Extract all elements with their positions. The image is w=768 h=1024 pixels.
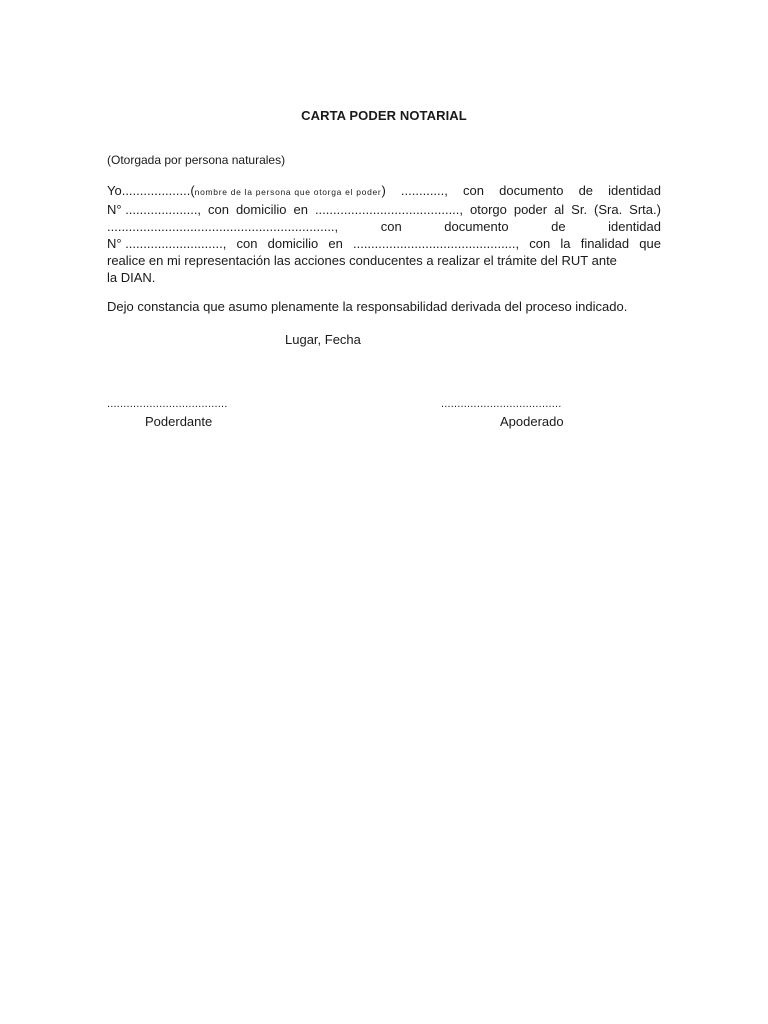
paragraph-line-6: la DIAN. [107, 270, 156, 285]
line1-word: documento [499, 183, 564, 198]
line2-word: Sr. [571, 202, 588, 217]
place-date-label: Lugar, Fecha [285, 332, 361, 347]
line3-word: ..............................................................., [107, 219, 339, 234]
yo-text: Yo...................( [107, 183, 195, 198]
grantor-signature-line: ..................................... [107, 398, 228, 410]
line2-word: al [554, 202, 565, 217]
line1-word: identidad [608, 183, 661, 198]
attorney-signature-label: Apoderado [500, 414, 564, 429]
close-paren: ) [381, 183, 386, 198]
line3-word: de [551, 219, 566, 234]
paragraph-line-1 [107, 182, 661, 201]
line1-dots: ............, [400, 183, 448, 198]
line4-word: la [560, 236, 571, 251]
line2-word: con [208, 202, 229, 217]
line2-word: en [293, 202, 308, 217]
document-title: CARTA PODER NOTARIAL [301, 108, 467, 123]
line4-word: finalidad [580, 236, 630, 251]
line3-word: documento [444, 219, 509, 234]
line1-word: con [463, 183, 484, 198]
line3-word: identidad [608, 219, 661, 234]
line4-word: en [328, 236, 343, 251]
body-paragraph [107, 182, 661, 286]
line4-word: domicilio [267, 236, 319, 251]
grantor-name-note: nombre de la persona que otorga el poder [194, 187, 382, 197]
grantor-signature-label: Poderdante [145, 414, 213, 429]
line1-start [107, 182, 386, 201]
paragraph-line-4 [107, 235, 661, 252]
line2-word: (Sra. [594, 202, 623, 217]
responsibility-statement: Dejo constancia que asumo plenamente la responsabilidad derivada del proceso indicado. [107, 299, 628, 314]
line4-word: con [529, 236, 551, 251]
line2-word: N° ...................., [107, 202, 202, 217]
line3-word: con [380, 219, 402, 234]
line2-word: ........................................, [314, 202, 464, 217]
paragraph-line-2 [107, 201, 661, 218]
line2-word: poder [513, 202, 548, 217]
paragraph-line-3 [107, 218, 661, 235]
line1-word: de [578, 183, 594, 198]
line2-word: Srta.) [629, 202, 661, 217]
attorney-signature-line: ..................................... [441, 398, 562, 410]
line4-word: con [236, 236, 258, 251]
line4-word: que [639, 236, 661, 251]
line4-word: ............................................., [352, 236, 520, 251]
line2-word: otorgo [470, 202, 507, 217]
paragraph-line-5: realice en mi representación las acciones conducentes a realizar el trámite del RUT ante [107, 253, 617, 268]
line4-word: N° ..........................., [107, 236, 227, 251]
line2-word: domicilio [235, 202, 287, 217]
document-subtitle: (Otorgada por persona naturales) [107, 153, 286, 167]
